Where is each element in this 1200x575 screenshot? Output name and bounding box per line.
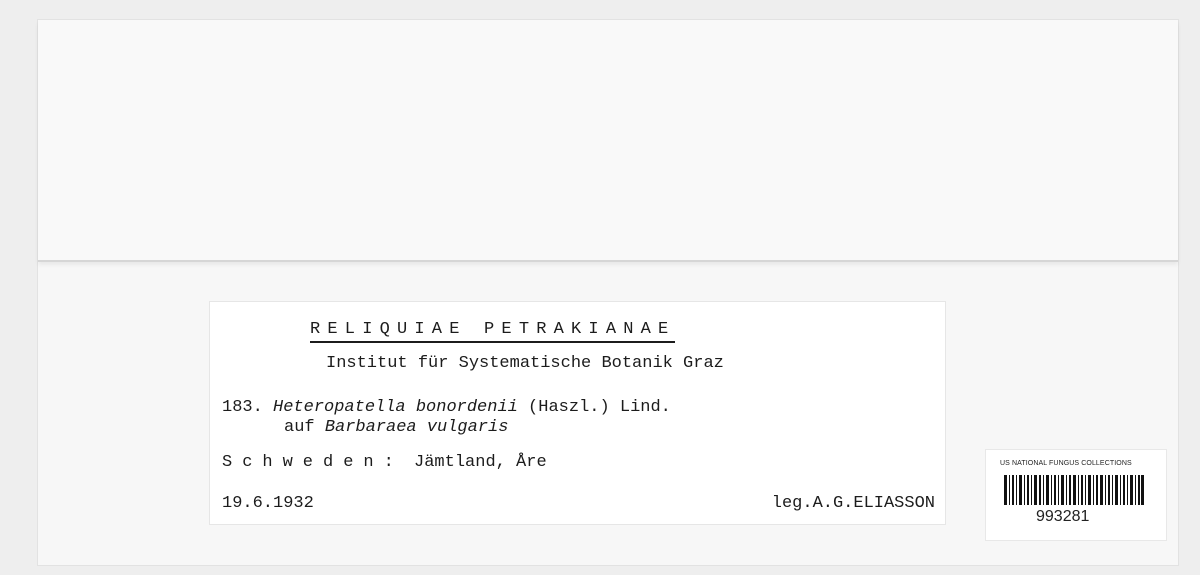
barcode-icon [1004, 475, 1144, 505]
host-name: Barbaraea vulgaris [324, 418, 509, 437]
collector: leg.A.G.ELIASSON [771, 494, 935, 513]
packet-flap [38, 20, 1178, 262]
host-prefix: auf [284, 418, 325, 437]
country: Schweden: [222, 453, 404, 472]
taxon-name: Heteropatella bonordenii [273, 398, 518, 417]
specimen-number: 183. [222, 398, 263, 417]
collection-date: 19.6.1932 [222, 494, 314, 513]
locality: Jämtland, Åre [403, 453, 547, 472]
taxon-authority: (Haszl.) Lind. [517, 398, 671, 417]
collection-name: US NATIONAL FUNGUS COLLECTIONS [1000, 460, 1132, 467]
barcode-number: 993281 [1036, 508, 1090, 525]
series-title: RELIQUIAE PETRAKIANAE [310, 320, 675, 343]
specimen-packet [38, 20, 1178, 565]
species-line [222, 398, 671, 418]
institute-name: Institut für Systematische Botanik Graz [326, 354, 724, 373]
locality-line [222, 453, 547, 473]
barcode-label [986, 450, 1166, 540]
host-line [284, 418, 508, 438]
specimen-label [210, 302, 945, 524]
